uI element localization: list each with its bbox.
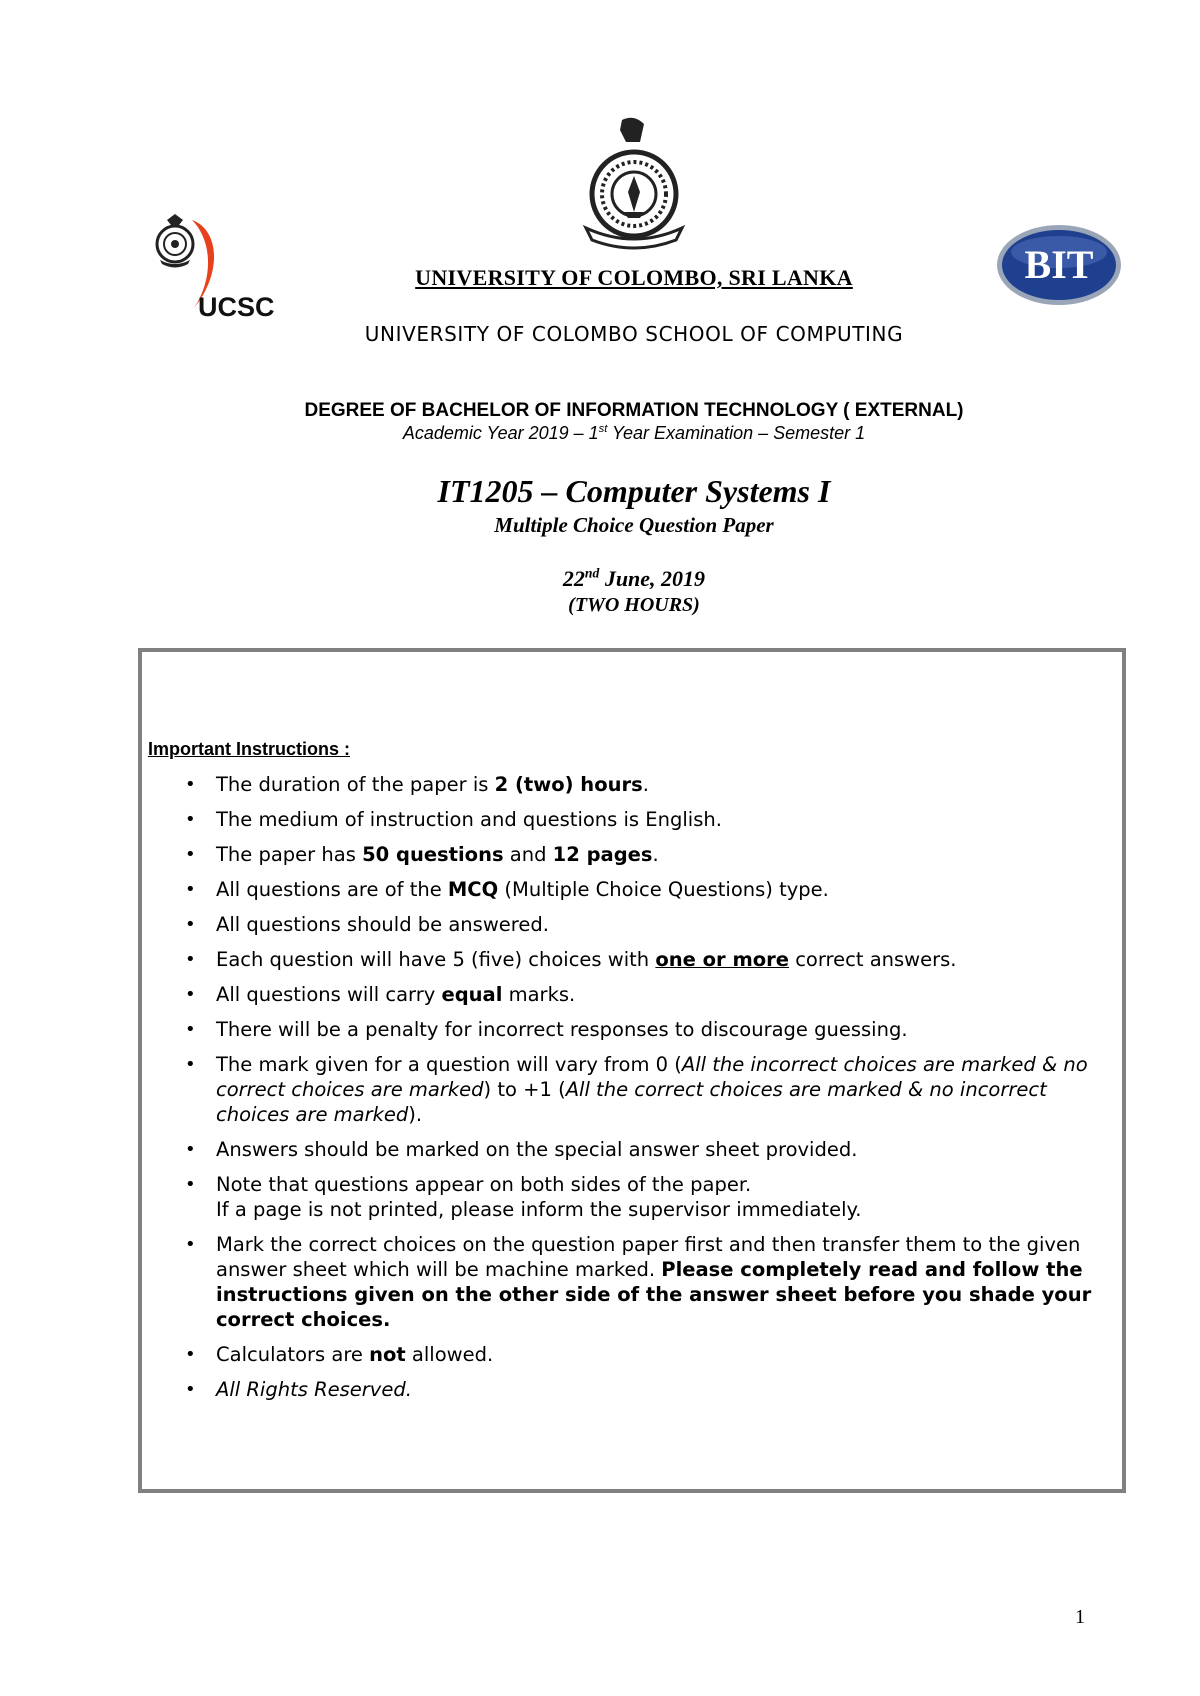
paper-type: Multiple Choice Question Paper — [494, 513, 774, 537]
instruction-text: The medium of instruction and questions is English. — [216, 808, 722, 831]
instruction-italic: All the correct choices are marked & no incorrect choices are marked — [216, 1078, 1047, 1126]
university-title: UNIVERSITY OF COLOMBO, SRI LANKA — [415, 265, 853, 290]
list-item — [148, 877, 1124, 902]
instruction-text: Calculators are — [216, 1343, 370, 1366]
academic-year — [0, 423, 1200, 444]
exam-date-ordinal: nd — [584, 565, 600, 581]
instruction-italic: All the incorrect choices are marked & no correct choices are marked — [216, 1053, 1088, 1101]
instruction-text: There will be a penalty for incorrect responses to discourage guessing. — [216, 1018, 908, 1041]
list-item — [148, 842, 1124, 867]
university-crest — [578, 116, 690, 252]
school-name: UNIVERSITY OF COLOMBO SCHOOL OF COMPUTING — [364, 322, 904, 346]
course-title: IT1205 – Computer Systems I — [437, 473, 831, 509]
instruction-emphasis: equal — [441, 983, 503, 1006]
exam-date — [0, 566, 1200, 592]
instruction-text: Each question will have 5 (five) choices with — [216, 948, 656, 971]
instruction-emphasis: one or more — [655, 948, 790, 971]
list-item — [148, 772, 1124, 797]
instruction-text: If a page is not printed, please inform the supervisor immediately. — [216, 1198, 862, 1221]
list-item — [148, 807, 1124, 832]
list-item — [148, 1377, 1124, 1402]
instruction-text: The duration of the paper is — [216, 773, 495, 796]
instruction-italic: All Rights Reserved. — [216, 1378, 412, 1401]
instruction-text: All questions should be answered. — [216, 913, 549, 936]
instruction-text: correct answers. — [789, 948, 957, 971]
instruction-text: and — [503, 843, 553, 866]
instruction-text: The mark given for a question will vary from 0 ( — [216, 1053, 682, 1076]
list-item — [148, 1052, 1124, 1127]
exam-date-day: 22 — [562, 566, 585, 591]
instruction-text: All questions will carry — [216, 983, 442, 1006]
instruction-emphasis: MCQ — [447, 878, 499, 901]
instruction-emphasis: 50 questions — [362, 843, 504, 866]
list-item — [148, 912, 1124, 937]
instruction-text: . — [652, 843, 659, 866]
instruction-emphasis: Please completely read and follow the instructions given on the other side of the answer sheet before you shade your correct choices. — [216, 1258, 1092, 1331]
bit-logo-text: BIT — [1024, 242, 1094, 287]
academic-year-text: Academic Year 2019 – 1 — [402, 423, 599, 443]
list-item — [148, 947, 1124, 972]
list-item — [148, 1137, 1124, 1162]
university-crest-icon — [586, 118, 682, 248]
instruction-text: ). — [408, 1103, 423, 1126]
instruction-text: (Multiple Choice Questions) type. — [498, 878, 829, 901]
degree-title: DEGREE OF BACHELOR OF INFORMATION TECHNOLOGY ( EXTERNAL) — [304, 400, 964, 421]
instruction-text: . — [642, 773, 649, 796]
instruction-text: Answers should be marked on the special answer sheet provided. — [216, 1138, 858, 1161]
list-item — [148, 982, 1124, 1007]
list-item — [148, 1232, 1124, 1332]
list-item — [148, 1342, 1124, 1367]
ucsc-crest-icon — [157, 214, 193, 268]
instruction-emphasis: not — [369, 1343, 406, 1366]
list-item — [148, 1017, 1124, 1042]
academic-year-ordinal: st — [598, 423, 608, 435]
instruction-text: marks. — [502, 983, 576, 1006]
instruction-text: Note that questions appear on both sides of the paper. — [216, 1173, 752, 1196]
instruction-text: Mark the correct choices on the question paper first and then transfer them to the given answer sheet which will be machine marked. — [216, 1233, 1081, 1281]
instruction-emphasis: 2 (two) hours — [494, 773, 643, 796]
instruction-text: All questions are of the — [216, 878, 448, 901]
instructions-list — [148, 772, 1124, 1412]
instruction-emphasis: 12 pages — [552, 843, 653, 866]
instructions-heading: Important Instructions : — [148, 739, 350, 759]
page-number: 1 — [1075, 1606, 1085, 1628]
instruction-text: allowed. — [405, 1343, 494, 1366]
instruction-text: ) to +1 ( — [483, 1078, 566, 1101]
academic-year-text-rest: Year Examination – Semester 1 — [607, 423, 866, 443]
ucsc-logo-text: UCSC — [198, 292, 275, 322]
exam-date-rest: June, 2019 — [599, 566, 706, 591]
instruction-text: The paper has — [216, 843, 363, 866]
list-item — [148, 1172, 1124, 1222]
exam-duration: (TWO HOURS) — [568, 594, 700, 616]
